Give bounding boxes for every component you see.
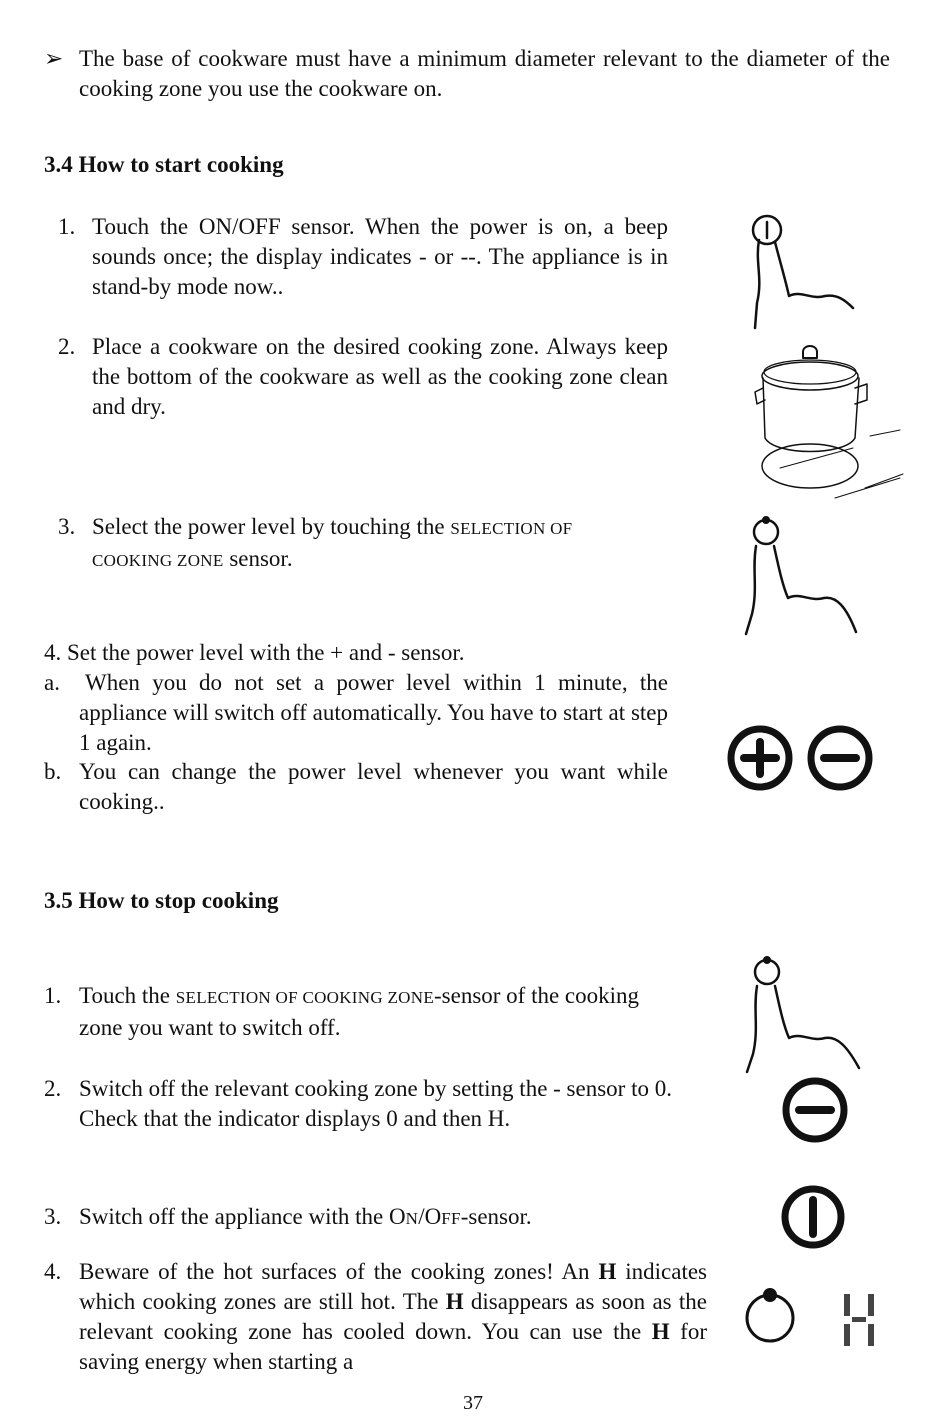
page-number: 37 [463,1392,483,1414]
sub-item-a: When you do not set a power level within 1 minute, the appliance will switch off automatically. You have to start at step 1 again. [79,670,668,755]
finger-touch-power-icon [745,208,865,333]
power-sensor-icon [779,1183,847,1251]
sub-letter: a. [44,670,60,695]
bullet-arrow-icon: ➢ [44,46,64,71]
small-caps-term: SELECTION OF COOKING ZONE [92,519,573,570]
step-number: 3. [44,1204,62,1229]
minus-sensor-icon [806,724,874,792]
start-step-1: Touch the ON/OFF sensor. When the power is on, a beep sounds once; the display indicates - or --. The appliance is in stand-by mode now.. [92,214,668,299]
cooking-zone-indicator-icon [742,1286,802,1346]
step-number: 1. [44,983,62,1008]
residual-heat-h-display [842,1292,878,1348]
plus-sensor-icon [726,724,794,792]
sub-item-b: You can change the power level whenever you want while cooking.. [79,759,668,814]
small-caps-term: SELECTION OF COOKING ZONE [175,988,434,1007]
step-number: 1. [58,214,76,239]
step-number: 3. [58,514,76,539]
start-step-3: Select the power level by touching the SELECTION OF COOKING ZONE sensor. [92,514,573,571]
stop-step-2: Switch off the relevant cooking zone by setting the - sensor to 0. Check that the indicator displays 0 and then H. [79,1076,672,1131]
sub-letter: b. [44,759,62,784]
step-number: 2. [44,1076,62,1101]
stop-step-4: Beware of the hot surfaces of the cooking zones! An H indicates which cooking zones are still hot. The H disappears as soon as the relevant cooking zone has cooled down. You can use the H for saving energy when starting a [79,1259,708,1374]
start-step-2: Place a cookware on the desired cooking zone. Always keep the bottom of the cookware as well as the cooking zone clean and dry. [92,334,668,419]
heading-stop-cooking: 3.5 How to stop cooking [44,888,279,913]
intro-text: The base of cookware must have a minimum diameter relevant to the diameter of the cooking zone you use the cookware on. [79,46,890,101]
minus-sensor-icon [781,1076,849,1144]
heading-start-cooking: 3.4 How to start cooking [44,152,284,177]
start-step-4: 4. Set the power level with the + and - sensor. [44,640,465,665]
stop-step-3: Switch off the appliance with the ON/OFF-sensor. [79,1204,532,1229]
pot-on-cooking-zone-icon [755,338,905,508]
stop-step-1: Touch the SELECTION OF COOKING ZONE-sensor of the cooking zone you want to switch off. [79,983,640,1040]
finger-touch-zone-icon [738,514,863,639]
step-number: 4. [44,1259,62,1284]
finger-touch-zone-icon [741,954,866,1079]
step-number: 2. [58,334,76,359]
